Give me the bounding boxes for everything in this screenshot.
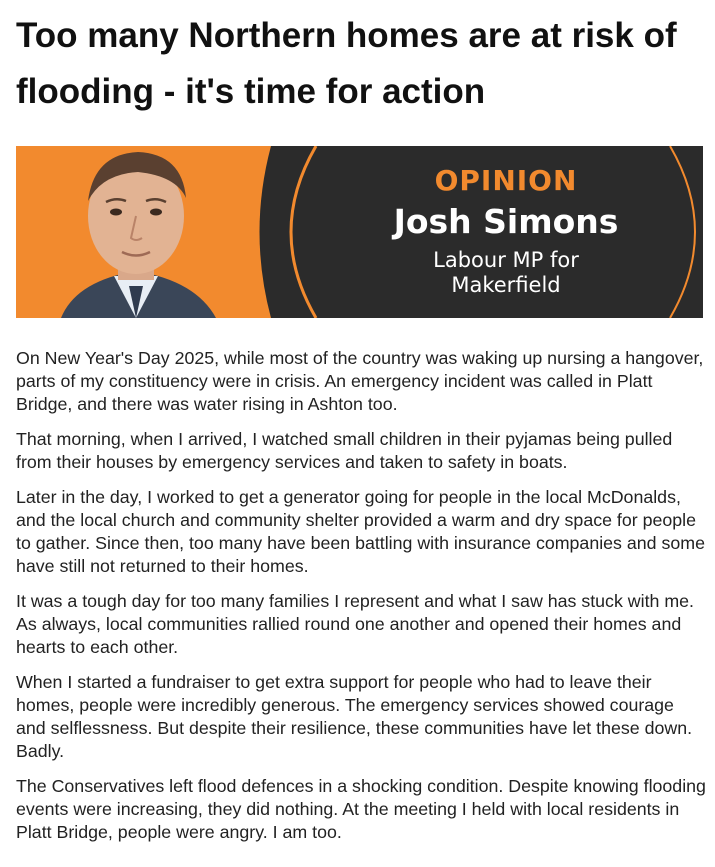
opinion-label: OPINION [434,164,578,197]
banner-text-block [376,164,636,298]
article-paragraph: When I started a fundraiser to get extra support for people who had to leave their homes, people were incredibly generous. The emergency services showed courage and selflessness. But despite their resilience, these communities have let these down. Badly. [16,672,693,761]
author-name: Josh Simons [393,202,619,241]
article-paragraph: It was a tough day for too many families I represent and what I saw has stuck with me. As always, local communities rallied round one another and opened their homes and hearts to each other. [16,591,694,657]
opinion-banner [16,146,703,318]
article-paragraph: That morning, when I arrived, I watched small children in their pyjamas being pulled from their houses by emergency services and taken to safety in boats. [16,429,673,472]
author-role: Labour MP for Makerfield [433,248,579,297]
article-paragraph: The Conservatives left flood defences in a shocking condition. Despite knowing flooding events were increasing, they did nothing. At the meeting I held with local residents in Platt Bridge, people were angry. I am too. [16,776,706,842]
article-body [16,347,706,856]
article-headline: Too many Northern homes are at risk of flooding - it's time for action [16,16,677,111]
article-paragraph: Later in the day, I worked to get a generator going for people in the local McDonalds, and the local church and community shelter provided a warm and dry space for people to gather. Since then, too many have been battling with insurance companies and some have still not returned to their homes. [16,487,705,576]
article-paragraph: On New Year's Day 2025, while most of the country was waking up nursing a hangover, parts of my constituency were in crisis. An emergency incident was called in Platt Bridge, and there was water rising in Ashton too. [16,348,704,414]
